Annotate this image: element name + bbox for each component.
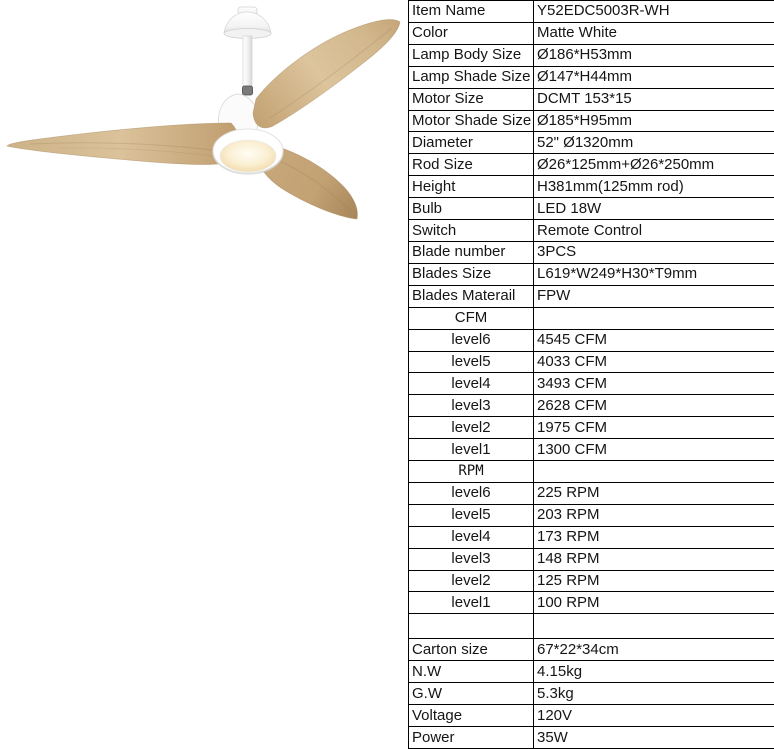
spec-label-cell: Blade number xyxy=(409,241,534,263)
spec-value-cell: 4033 CFM xyxy=(534,351,774,373)
spec-label-cell: N.W xyxy=(409,661,534,683)
spec-value-cell: Ø185*H95mm xyxy=(534,110,774,132)
table-row xyxy=(409,727,774,749)
spec-value-cell: Ø26*125mm+Ø26*250mm xyxy=(534,154,774,176)
table-row xyxy=(409,263,774,285)
spec-value-cell: 125 RPM xyxy=(534,570,774,592)
table-row xyxy=(409,661,774,683)
spec-value-cell: 5.3kg xyxy=(534,683,774,705)
spec-value-cell: LED 18W xyxy=(534,198,774,220)
table-row xyxy=(409,110,774,132)
fan-blade-upper-right xyxy=(253,20,400,128)
spec-value-cell: Ø147*H44mm xyxy=(534,66,774,88)
spec-value-cell: 100 RPM xyxy=(534,592,774,614)
spec-value-cell: 120V xyxy=(534,705,774,727)
table-row xyxy=(409,417,774,439)
spec-label-cell: level2 xyxy=(409,570,534,592)
table-row xyxy=(409,132,774,154)
spec-label-cell: Color xyxy=(409,22,534,44)
spec-label-cell: Switch xyxy=(409,220,534,242)
spec-value-cell: 35W xyxy=(534,727,774,749)
spec-label-cell: Height xyxy=(409,176,534,198)
table-row xyxy=(409,176,774,198)
spec-label-cell: CFM xyxy=(409,307,534,329)
table-row xyxy=(409,154,774,176)
spec-value-cell: L619*W249*H30*T9mm xyxy=(534,263,774,285)
spec-value-cell: 4.15kg xyxy=(534,661,774,683)
table-row xyxy=(409,548,774,570)
spec-value-cell: 1975 CFM xyxy=(534,417,774,439)
spec-value-cell: 148 RPM xyxy=(534,548,774,570)
table-row xyxy=(409,639,774,661)
spec-label-cell: Diameter xyxy=(409,132,534,154)
table-row xyxy=(409,504,774,526)
spec-label-cell: level1 xyxy=(409,592,534,614)
spec-label-cell: level5 xyxy=(409,504,534,526)
spec-label-cell: Motor Size xyxy=(409,88,534,110)
table-row xyxy=(409,88,774,110)
spec-value-cell xyxy=(534,307,774,329)
spec-label-cell: RPM xyxy=(409,461,534,483)
table-row xyxy=(409,482,774,504)
table-row xyxy=(409,570,774,592)
spec-value-cell: Matte White xyxy=(534,22,774,44)
table-row xyxy=(409,395,774,417)
table-row xyxy=(409,683,774,705)
spacer-row xyxy=(409,614,774,639)
table-row xyxy=(409,241,774,263)
spec-value-cell: 2628 CFM xyxy=(534,395,774,417)
spec-label-cell: Rod Size xyxy=(409,154,534,176)
table-row xyxy=(409,705,774,727)
table-row xyxy=(409,592,774,614)
spec-value-cell: Y52EDC5003R-WH xyxy=(534,1,774,23)
spec-value-cell: 67*22*34cm xyxy=(534,639,774,661)
table-row xyxy=(409,439,774,461)
spec-value-cell: FPW xyxy=(534,285,774,307)
spec-value-cell: 203 RPM xyxy=(534,504,774,526)
spec-table-body xyxy=(409,1,774,749)
table-row xyxy=(409,44,774,66)
spec-label-cell: Lamp Shade Size xyxy=(409,66,534,88)
spec-value-cell: 52" Ø1320mm xyxy=(534,132,774,154)
spec-label-cell: level4 xyxy=(409,373,534,395)
fan-canopy xyxy=(224,7,271,39)
spec-label-cell: Bulb xyxy=(409,198,534,220)
spec-label-cell: level3 xyxy=(409,548,534,570)
spec-label-cell: Power xyxy=(409,727,534,749)
spec-value-cell: 3493 CFM xyxy=(534,373,774,395)
fan-rod-coupler xyxy=(242,86,252,95)
spec-label-cell: Motor Shade Size xyxy=(409,110,534,132)
spec-label-cell: level4 xyxy=(409,526,534,548)
spec-label-cell xyxy=(409,614,534,639)
spec-table xyxy=(408,0,774,749)
spec-label-cell: level5 xyxy=(409,351,534,373)
spec-label-cell: level6 xyxy=(409,329,534,351)
spec-label-cell: Item Name xyxy=(409,1,534,23)
table-row xyxy=(409,307,774,329)
table-row xyxy=(409,461,774,483)
table-row xyxy=(409,22,774,44)
table-row xyxy=(409,198,774,220)
spec-value-cell: 3PCS xyxy=(534,241,774,263)
spec-label-cell: Blades Materail xyxy=(409,285,534,307)
ceiling-fan-illustration xyxy=(0,0,408,260)
spec-value-cell xyxy=(534,614,774,639)
table-row xyxy=(409,329,774,351)
spec-label-cell: Voltage xyxy=(409,705,534,727)
spec-label-cell: level1 xyxy=(409,439,534,461)
table-row xyxy=(409,373,774,395)
table-row xyxy=(409,66,774,88)
spec-label-cell: level3 xyxy=(409,395,534,417)
spec-label-cell: Lamp Body Size xyxy=(409,44,534,66)
spec-value-cell: Ø186*H53mm xyxy=(534,44,774,66)
spec-value-cell: Remote Control xyxy=(534,220,774,242)
spec-label-cell: Blades Size xyxy=(409,263,534,285)
spec-value-cell xyxy=(534,461,774,483)
table-row xyxy=(409,220,774,242)
table-row xyxy=(409,351,774,373)
spec-label-cell: level6 xyxy=(409,482,534,504)
table-row xyxy=(409,285,774,307)
table-row xyxy=(409,1,774,23)
spec-value-cell: 4545 CFM xyxy=(534,329,774,351)
spec-value-cell: 1300 CFM xyxy=(534,439,774,461)
table-row xyxy=(409,526,774,548)
spec-value-cell: DCMT 153*15 xyxy=(534,88,774,110)
spec-label-cell: Carton size xyxy=(409,639,534,661)
spec-value-cell: 225 RPM xyxy=(534,482,774,504)
spec-value-cell: 173 RPM xyxy=(534,526,774,548)
fan-light xyxy=(213,129,283,174)
light-lens xyxy=(220,140,276,172)
spec-label-cell: G.W xyxy=(409,683,534,705)
spec-value-cell: H381mm(125mm rod) xyxy=(534,176,774,198)
fan-downrod xyxy=(242,36,252,95)
spec-label-cell: level2 xyxy=(409,417,534,439)
product-photo xyxy=(0,0,408,260)
